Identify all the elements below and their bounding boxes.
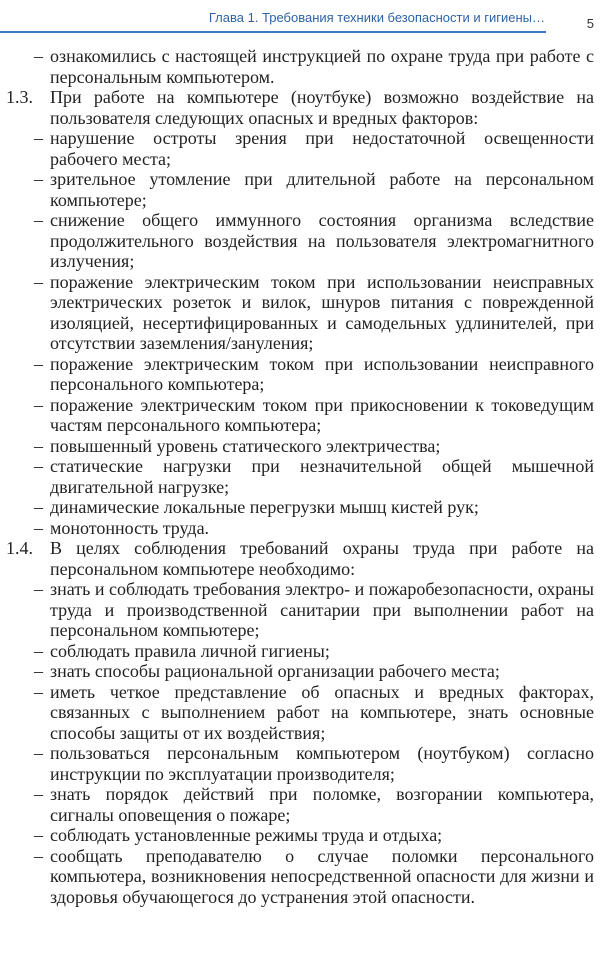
list-item xyxy=(0,354,608,395)
list-item xyxy=(0,272,608,354)
list-item xyxy=(0,641,608,662)
section-text: При работе на компьютере (ноутбуке) возможно воздействие на пользователя следующих опасных и вредных факторов: xyxy=(50,87,594,128)
section-text: В целях соблюдения требований охраны труда при работе на персональном компьютере необходимо: xyxy=(50,538,594,579)
section-number: 1.4. xyxy=(6,538,33,558)
dash-bullet: – xyxy=(34,517,43,538)
list-item-text: ознакомились с настоящей инструкцией по охране труда при работе с персональным компьютером. xyxy=(50,46,594,87)
dash-bullet: – xyxy=(34,579,43,599)
list-item xyxy=(0,436,608,457)
dash-bullet: – xyxy=(34,825,43,845)
list-item xyxy=(0,128,608,169)
list-item xyxy=(0,579,608,641)
list-item-text: поражение электрическим током при использовании неисправного персонального компьютера; xyxy=(50,353,594,394)
list-item-text: сообщать преподавателю о случае поломки персонального компьютера, возникновения непосредственной опасности для жизни и здоровья обучающегося до устранения этой опасности. xyxy=(50,845,594,907)
list-item xyxy=(0,46,608,87)
list-item xyxy=(0,784,608,825)
dash-bullet: – xyxy=(34,456,43,476)
section-1-4 xyxy=(0,538,608,579)
list-item-text: соблюдать правила личной гигиены; xyxy=(50,640,330,661)
dash-bullet: – xyxy=(34,210,43,230)
list-item-text: поражение электрическим током при использовании неисправных электрических розеток и вилок, шнуров питания с поврежденной изоляцией, несертифицированных и самодельных удлинителей, при отсутствии заземления/зануления; xyxy=(50,271,594,353)
dash-bullet: – xyxy=(34,394,43,415)
list-item xyxy=(0,846,608,908)
list-item-text: снижение общего иммунного состояния организма вследствие продолжительного воздействия на пользователя электромагнитного излучения; xyxy=(50,210,594,271)
list-item xyxy=(0,682,608,744)
dash-bullet: – xyxy=(34,743,43,763)
list-item-text: знать и соблюдать требования электро- и пожаробезопасности, охраны труда и производственной санитарии при выполнении работ на персональном компьютере; xyxy=(50,579,594,640)
list-item-text: динамические локальные перегрузки мышц кистей рук; xyxy=(50,497,479,517)
list-item xyxy=(0,743,608,784)
list-item xyxy=(0,210,608,272)
list-item-text: знать способы рациональной организации рабочего места; xyxy=(50,661,500,681)
dash-bullet: – xyxy=(34,681,43,702)
list-item-text: повышенный уровень статического электричества; xyxy=(50,435,441,456)
list-item xyxy=(0,497,608,518)
header-rule xyxy=(0,31,546,33)
list-item xyxy=(0,169,608,210)
section-1-3 xyxy=(0,87,608,128)
page-number: 5 xyxy=(586,16,594,31)
section-number: 1.3. xyxy=(6,87,33,107)
list-item xyxy=(0,825,608,846)
dash-bullet: – xyxy=(34,169,43,189)
running-header xyxy=(0,0,608,44)
list-item-text: соблюдать установленные режимы труда и отдыха; xyxy=(50,825,443,845)
dash-bullet: – xyxy=(34,497,43,517)
list-item-text: зрительное утомление при длительной работе на персональном компьютере; xyxy=(50,169,594,210)
list-item-text: иметь четкое представление об опасных и вредных факторах, связанных с выполнением работ на компьютере, знать основные способы защиты от их воздействия; xyxy=(50,681,594,743)
list-item-text: поражение электрическим током при прикосновении к токоведущим частям персонального компьютера; xyxy=(50,394,594,435)
dash-bullet: – xyxy=(34,661,43,681)
dash-bullet: – xyxy=(34,128,43,148)
dash-bullet: – xyxy=(34,845,43,866)
chapter-title: Глава 1. Требования техники безопасности и гигиены… xyxy=(208,10,545,25)
list-item xyxy=(0,518,608,539)
list-item xyxy=(0,456,608,497)
list-item-text: нарушение остроты зрения при недостаточной освещенности рабочего места; xyxy=(50,128,594,169)
list-item-text: статические нагрузки при незначительной общей мышечной двигательной нагрузке; xyxy=(50,456,594,497)
page-body xyxy=(0,46,608,907)
list-item-text: знать порядок действий при поломке, возгорании компьютера, сигналы оповещения о пожаре; xyxy=(50,784,594,825)
dash-bullet: – xyxy=(34,784,43,804)
dash-bullet: – xyxy=(34,640,43,661)
dash-bullet: – xyxy=(34,46,43,66)
list-item-text: пользоваться персональным компьютером (ноутбуком) согласно инструкции по эксплуатации производителя; xyxy=(50,743,594,784)
list-item-text: монотонность труда. xyxy=(50,517,210,538)
dash-bullet: – xyxy=(34,271,43,292)
dash-bullet: – xyxy=(34,353,43,374)
list-item xyxy=(0,395,608,436)
dash-bullet: – xyxy=(34,435,43,456)
list-item xyxy=(0,661,608,682)
